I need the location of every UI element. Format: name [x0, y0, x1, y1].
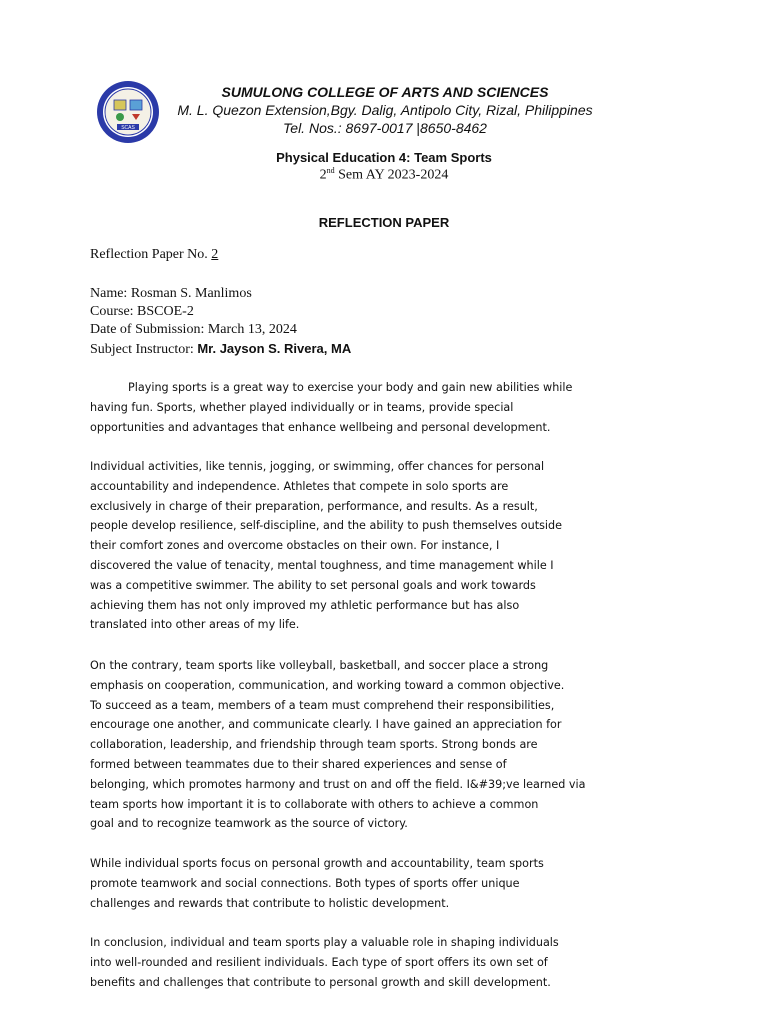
paragraph-individual-sports — [90, 457, 570, 635]
paragraph-line: benefits and challenges that contribute to personal growth and skill development. — [90, 975, 551, 989]
paper-number-label: Reflection Paper No. — [90, 247, 212, 262]
paper-number-value: 2 — [211, 247, 219, 262]
sem-rest: Sem AY 2023-2024 — [334, 167, 449, 183]
sem-suffix: nd — [326, 166, 335, 175]
paragraph-line: into well-rounded and resilient individuals. Each type of sport offers its own set of — [90, 955, 548, 969]
paragraph-line: people develop resilience, self-discipline, and the ability to push themselves outside — [90, 519, 562, 533]
instructor-label: Subject Instructor: — [90, 342, 198, 357]
submission-date: Date of Submission: March 13, 2024 — [90, 322, 297, 337]
paragraph-line: Individual activities, like tennis, jogging, or swimming, offer chances for personal — [90, 460, 545, 473]
paragraph-line: opportunities and advantages that enhance wellbeing and personal development. — [90, 420, 551, 434]
reflection-paper-number — [90, 246, 218, 264]
paragraph-line: promote teamwork and social connections. Both types of sports offer unique — [90, 876, 520, 890]
paragraph-line: challenges and rewards that contribute to holistic development. — [90, 896, 450, 910]
paragraph-line: goal and to recognize teamwork as the source of victory. — [90, 817, 408, 831]
instructor-name: Mr. Jayson S. Rivera, MA — [197, 341, 352, 356]
letterhead — [170, 83, 600, 137]
semester-line — [0, 166, 768, 184]
paragraph-line: On the contrary, team sports like volleyball, basketball, and soccer place a strong — [90, 659, 549, 672]
paragraph-intro — [90, 378, 573, 437]
paragraph-line: encourage one another, and communicate clearly. I have gained an appreciation for — [90, 718, 562, 732]
course-title: Physical Education 4: Team Sports — [276, 150, 492, 165]
telephone-numbers — [170, 119, 600, 137]
paragraph-line: having fun. Sports, whether played individually or in teams, provide special — [90, 400, 514, 414]
paragraph-line: exclusively in charge of their preparation, performance, and results. As a result, — [90, 499, 538, 513]
paragraph-line: translated into other areas of my life. — [90, 618, 300, 632]
sem-ordinal: 2 — [319, 167, 327, 183]
subject-instructor — [90, 340, 351, 359]
paragraph-line: In conclusion, individual and team sports play a valuable role in shaping individuals — [90, 936, 559, 949]
student-name: Name: Rosman S. Manlimos — [90, 286, 252, 301]
paragraph-line: collaboration, leadership, and friendship through team sports. Strong bonds are — [90, 738, 538, 752]
college-address: M. L. Quezon Extension,Bgy. Dalig, Antipolo City, Rizal, Philippines — [177, 102, 593, 118]
paragraph-line: achieving them has not only improved my athletic performance but has also — [90, 598, 520, 612]
paragraph-line: Playing sports is a great way to exercise your body and gain new abilities while — [128, 381, 573, 394]
paragraph-line: While individual sports focus on personal growth and accountability, team sports — [90, 857, 544, 870]
paragraph-team-sports — [90, 656, 586, 834]
paragraph-line: accountability and independence. Athletes that compete in solo sports are — [90, 479, 509, 493]
svg-text:SCAS: SCAS — [121, 125, 135, 131]
college-seal-logo — [96, 80, 160, 144]
paragraph-comparison — [90, 854, 570, 913]
tel-first: Tel. Nos.: 8697-0017 — [283, 120, 413, 136]
paragraph-line: was a competitive swimmer. The ability to set personal goals and work towards — [90, 578, 536, 592]
paragraph-line: belonging, which promotes harmony and trust on and off the field. I&#39;ve learned via — [90, 777, 586, 791]
paragraph-line: formed between teammates due to their shared experiences and sense of — [90, 757, 507, 771]
paragraph-line: team sports how important it is to collaborate with others to achieve a common — [90, 797, 539, 811]
paper-title: REFLECTION PAPER — [318, 215, 450, 230]
paragraph-line: discovered the value of tenacity, mental toughness, and time management while I — [90, 558, 554, 572]
paragraph-line: emphasis on cooperation, communication, and working toward a common objective. — [90, 678, 565, 692]
student-course: Course: BSCOE-2 — [90, 304, 194, 319]
tel-second: 8650-8462 — [420, 120, 487, 136]
paragraph-conclusion — [90, 933, 570, 992]
paragraph-line: their comfort zones and overcome obstacles on their own. For instance, I — [90, 539, 500, 553]
college-name: SUMULONG COLLEGE OF ARTS AND SCIENCES — [221, 84, 549, 100]
tel-separator: | — [416, 120, 421, 136]
paragraph-line: To succeed as a team, members of a team must comprehend their responsibilities, — [90, 698, 555, 712]
